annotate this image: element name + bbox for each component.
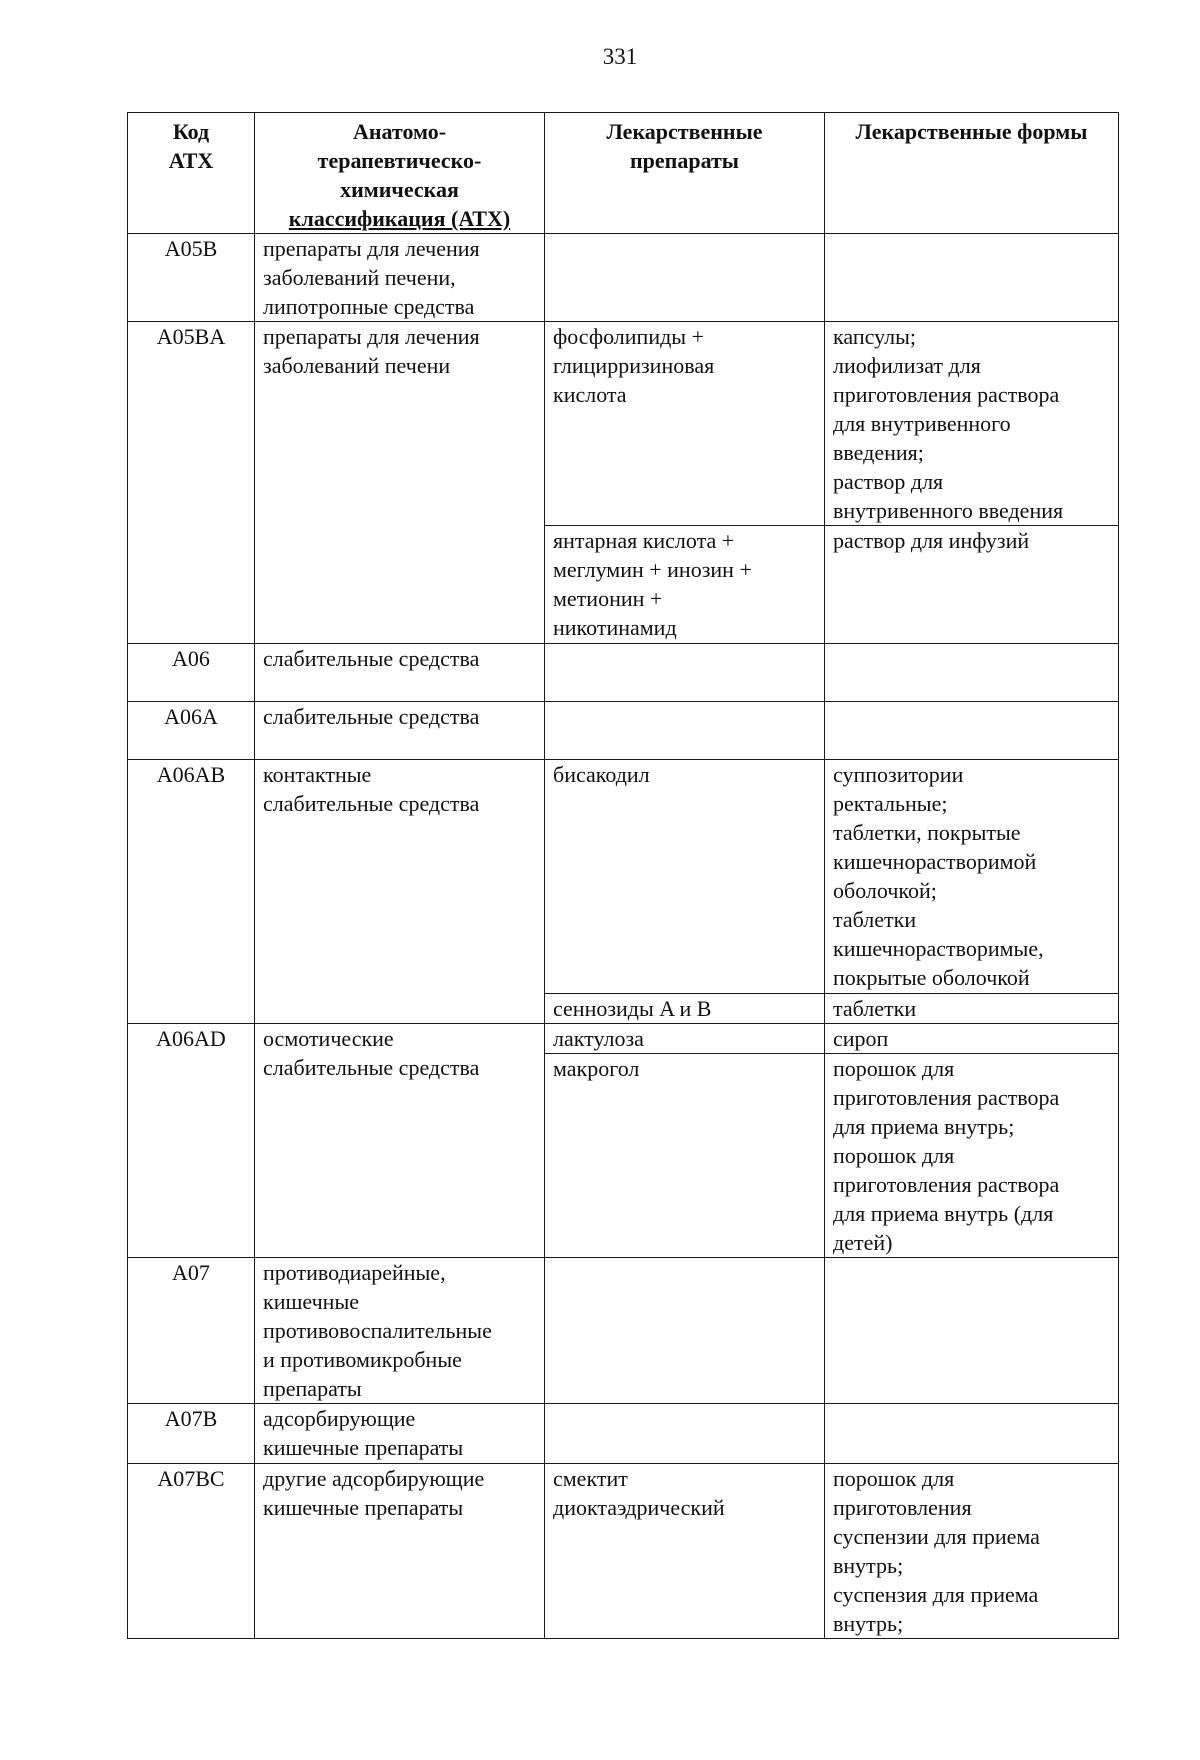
- atx-code: A05BA: [128, 322, 255, 644]
- atx-code: A07BC: [128, 1464, 255, 1639]
- table-header-row: [128, 113, 1119, 234]
- atx-code: A06AD: [128, 1024, 255, 1258]
- drug-cell: [545, 1258, 825, 1404]
- table-row: [128, 702, 1119, 760]
- forms-cell: [825, 1258, 1119, 1404]
- drug-cell: смектит диоктаэдрический: [545, 1464, 825, 1639]
- atx-code: A06: [128, 644, 255, 702]
- forms-cell: раствор для инфузий: [825, 526, 1119, 644]
- drug-cell: янтарная кислота + меглумин + инозин + метионин + никотинамид: [545, 526, 825, 644]
- table-row: [128, 1464, 1119, 1639]
- drug-cell: бисакодил: [545, 760, 825, 994]
- forms-cell: таблетки: [825, 994, 1119, 1024]
- table-row: [128, 234, 1119, 322]
- header-drugs: Лекарственные препараты: [545, 113, 825, 234]
- table-row: [128, 1258, 1119, 1404]
- atx-code: A07B: [128, 1404, 255, 1464]
- atx-table: [127, 112, 1119, 1639]
- forms-cell: сироп: [825, 1024, 1119, 1054]
- drug-cell: [545, 644, 825, 702]
- table-row: [128, 644, 1119, 702]
- classification-cell: адсорбирующие кишечные препараты: [255, 1404, 545, 1464]
- drug-cell: [545, 702, 825, 760]
- forms-cell: [825, 644, 1119, 702]
- drug-cell: макрогол: [545, 1054, 825, 1258]
- classification-cell: слабительные средства: [255, 702, 545, 760]
- atx-code: A05B: [128, 234, 255, 322]
- header-code: Код АТХ: [128, 113, 255, 234]
- header-forms: Лекарственные формы: [825, 113, 1119, 234]
- classification-cell: слабительные средства: [255, 644, 545, 702]
- forms-cell: суппозитории ректальные; таблетки, покрытые кишечнорастворимой оболочкой; таблетки кишечнорастворимые, покрытые оболочкой: [825, 760, 1119, 994]
- atx-code: A06A: [128, 702, 255, 760]
- forms-cell: порошок для приготовления суспензии для приема внутрь; суспензия для приема внутрь;: [825, 1464, 1119, 1639]
- forms-cell: [825, 234, 1119, 322]
- classification-cell: другие адсорбирующие кишечные препараты: [255, 1464, 545, 1639]
- forms-cell: капсулы; лиофилизат для приготовления раствора для внутривенного введения; раствор для внутривенного введения: [825, 322, 1119, 526]
- page-number: 331: [602, 44, 638, 69]
- atx-code: A07: [128, 1258, 255, 1404]
- classification-cell: препараты для лечения заболеваний печени: [255, 322, 545, 644]
- classification-cell: осмотические слабительные средства: [255, 1024, 545, 1258]
- classification-cell: препараты для лечения заболеваний печени, липотропные средства: [255, 234, 545, 322]
- forms-cell: [825, 702, 1119, 760]
- drug-cell: [545, 1404, 825, 1464]
- drug-cell: [545, 234, 825, 322]
- drug-cell: лактулоза: [545, 1024, 825, 1054]
- drug-cell: сеннозиды A и B: [545, 994, 825, 1024]
- table-row: [128, 322, 1119, 526]
- table-row: [128, 1404, 1119, 1464]
- atx-code: A06AB: [128, 760, 255, 1024]
- drug-cell: фосфолипиды + глицирризиновая кислота: [545, 322, 825, 526]
- classification-cell: контактные слабительные средства: [255, 760, 545, 1024]
- header-classification: Анатомо- терапевтическо- химическая классификация (АТХ): [255, 113, 545, 234]
- forms-cell: порошок для приготовления раствора для приема внутрь; порошок для приготовления раствора для приема внутрь (для детей): [825, 1054, 1119, 1258]
- forms-cell: [825, 1404, 1119, 1464]
- classification-cell: противодиарейные, кишечные противовоспалительные и противомикробные препараты: [255, 1258, 545, 1404]
- table-row: [128, 1024, 1119, 1054]
- table-row: [128, 760, 1119, 994]
